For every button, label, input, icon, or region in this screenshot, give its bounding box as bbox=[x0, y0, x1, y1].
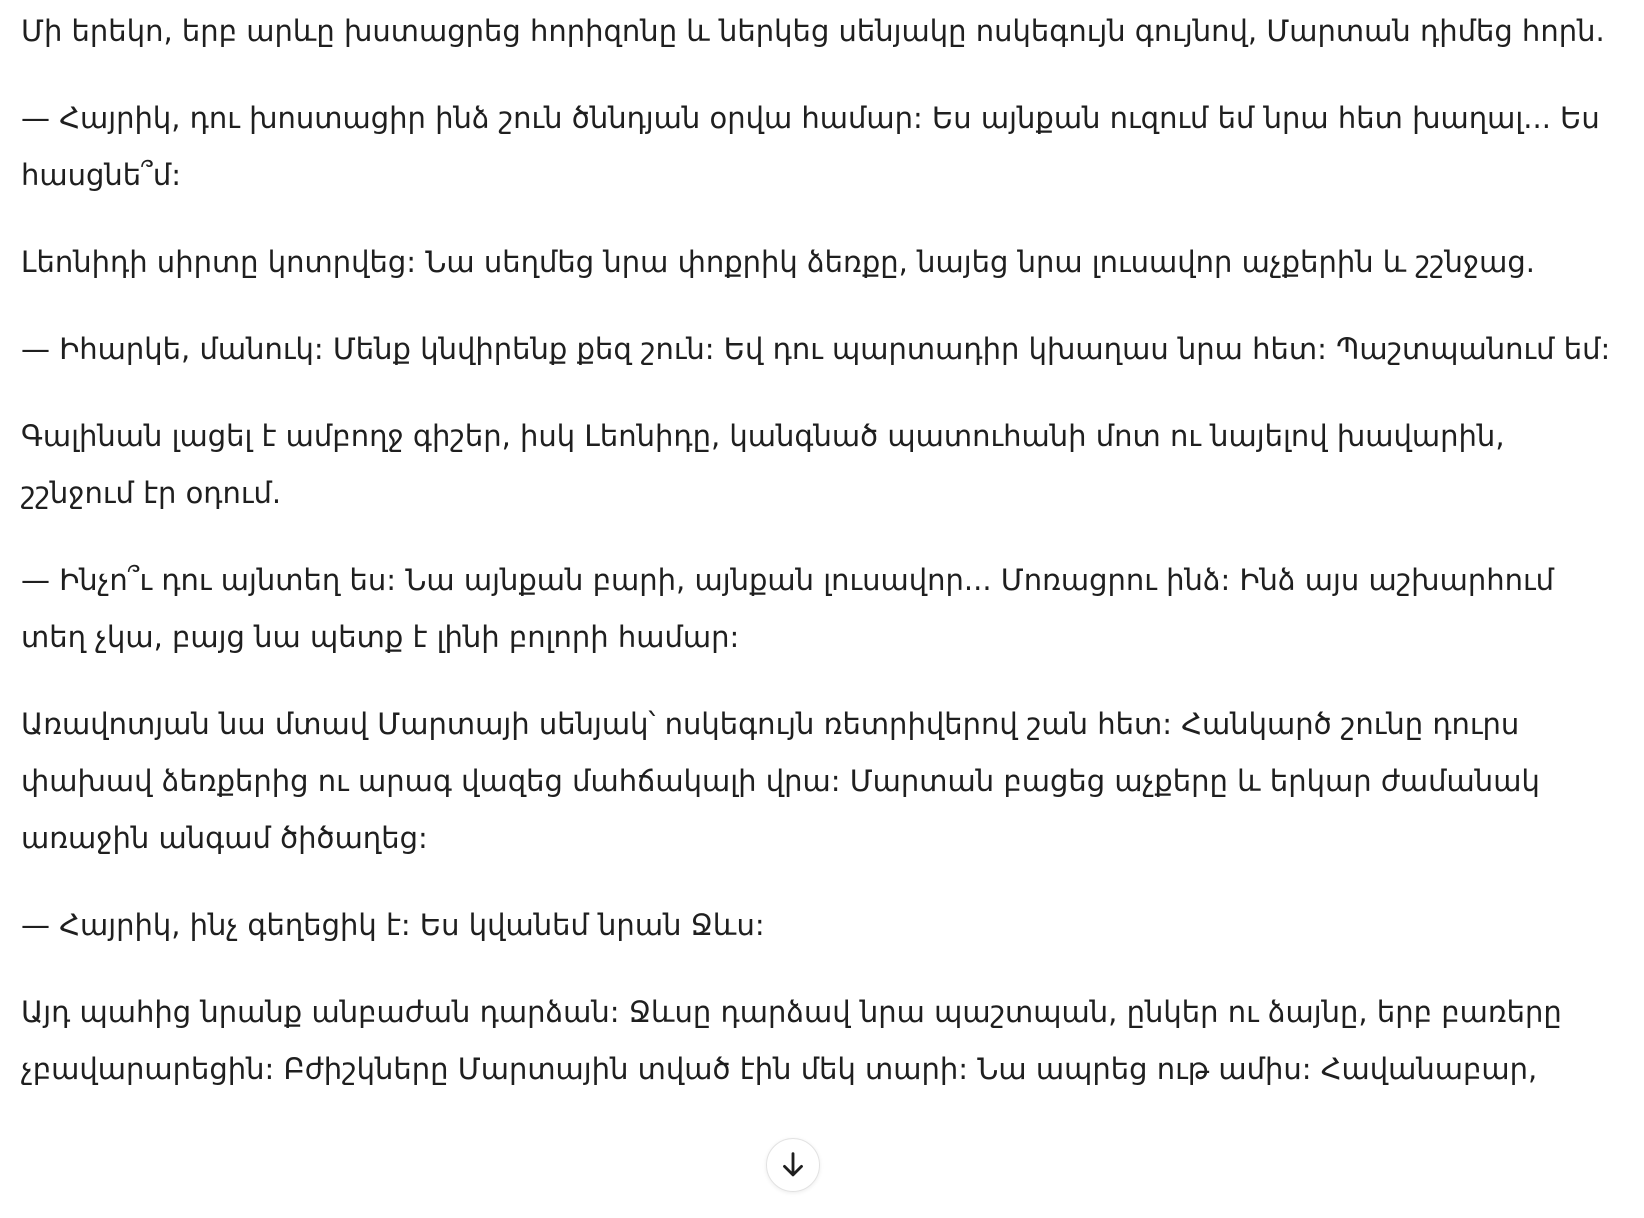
scroll-to-bottom-button[interactable] bbox=[766, 1138, 820, 1192]
paragraph: Մի երեկո, երբ արևը խստացրեց հորիզոնը և ներկեց սենյակը ոսկեգույն գույնով, Մարտան դիմեց հորն. bbox=[21, 14, 1605, 48]
article-body bbox=[21, 3, 1621, 1098]
paragraph: Գալինան լացել է ամբողջ գիշեր, իսկ Լեոնիդը, կանգնած պատուհանի մոտ ու նայելով խավարին, շշնջում էր օդում. bbox=[21, 419, 1505, 510]
paragraph: Առավոտյան նա մտավ Մարտայի սենյակ՝ ոսկեգույն ռետրիվերով շան հետ: Հանկարծ շունը դուրս փախավ ձեռքերից ու արագ վազեց մահճակալի վրա: Մարտան բացեց աչքերը և երկար ժամանակ առաջին անգամ ծիծաղեց: bbox=[21, 707, 1540, 855]
arrow-down-icon bbox=[776, 1148, 810, 1182]
paragraph: Այդ պահից նրանք անբաժան դարձան: Ջևսը դարձավ նրա պաշտպան, ընկեր ու ձայնը, երբ բառերը չբավարարեցին: Բժիշկները Մարտային տված էին մեկ տարի: Նա ապրեց ութ ամիս: Հավանաբար, bbox=[21, 995, 1562, 1086]
paragraph: — Հայրիկ, ինչ գեղեցիկ է: Ես կվանեմ նրան Ջևս: bbox=[21, 908, 765, 942]
paragraph: — Հայրիկ, դու խոստացիր ինձ շուն ծննդյան օրվա համար: Ես այնքան ուզում եմ նրա հետ խաղալ... Ես հասցնե՞մ: bbox=[21, 101, 1600, 192]
paragraph: Լեոնիդի սիրտը կոտրվեց: Նա սեղմեց նրա փոքրիկ ձեռքը, նայեց նրա լուսավոր աչքերին և շշնջաց. bbox=[21, 245, 1535, 279]
paragraph: — Իհարկե, մանուկ: Մենք կնվիրենք քեզ շուն: Եվ դու պարտադիր կխաղաս նրա հետ: Պաշտպանում եմ: bbox=[21, 332, 1611, 366]
paragraph: — Ինչո՞ւ դու այնտեղ ես: Նա այնքան բարի, այնքան լուսավոր... Մոռացրու ինձ: Ինձ այս աշխարհում տեղ չկա, բայց նա պետք է լինի բոլորի համար: bbox=[21, 563, 1554, 654]
